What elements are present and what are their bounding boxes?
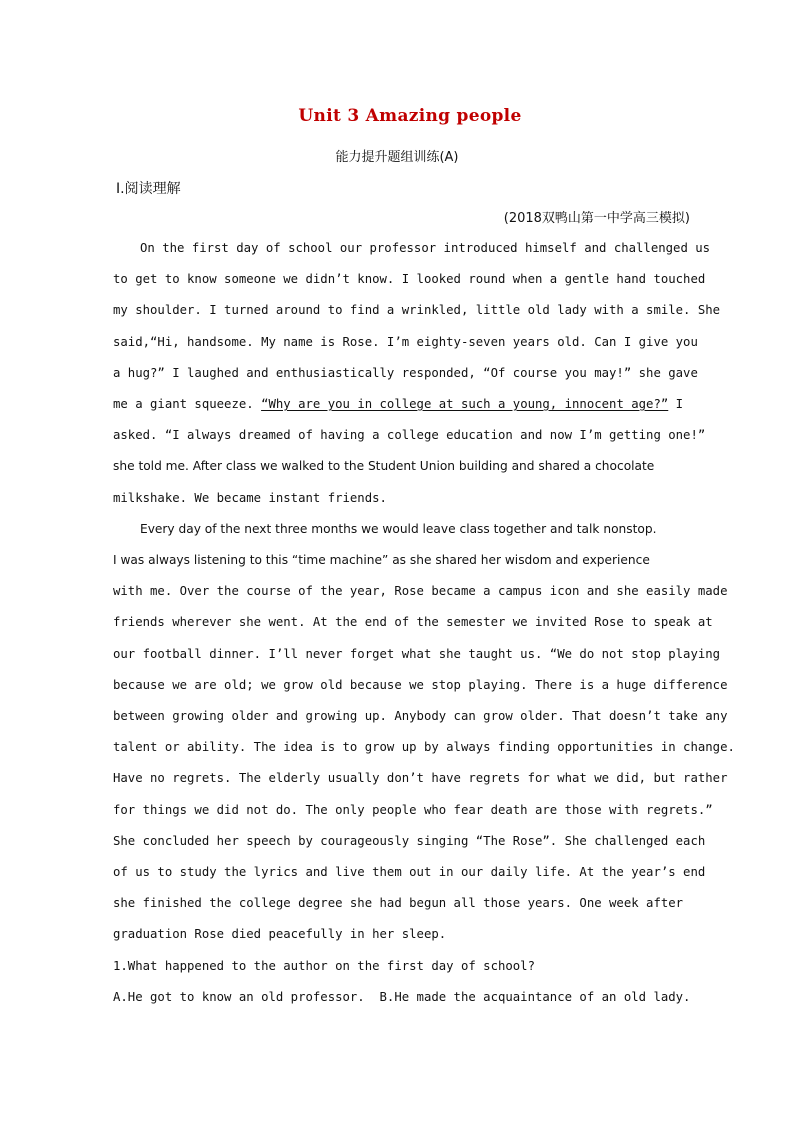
passage-line: She concluded her speech by courageously singing “The Rose”. She challenged each [113,834,706,848]
passage-line: friends wherever she went. At the end of the semester we invited Rose to speak at [113,615,713,629]
passage-line: for things we did not do. The only people who fear death are those with regrets.” [113,803,713,817]
passage-line: I was always listening to this “time machine” as she shared her wisdom and experience [113,553,650,567]
question-options: A.He got to know an old professor. B.He made the acquaintance of an old lady. [113,990,691,1004]
section-heading: Ⅰ.阅读理解 [116,181,181,197]
passage-line: Have no regrets. The elderly usually don’t have regrets for what we did, but rather [113,771,728,785]
passage-line: my shoulder. I turned around to find a wrinkled, little old lady with a smile. She [113,303,721,317]
passage-line: a hug?” I laughed and enthusiastically responded, “Of course you may!” she gave [113,366,698,380]
passage-line: talent or ability. The idea is to grow up by always finding opportunities in change. [113,740,735,754]
passage-line: of us to study the lyrics and live them out in our daily life. At the year’s end [113,865,706,879]
passage-line: with me. Over the course of the year, Rose became a campus icon and she easily made [113,584,728,598]
passage-line: said,“Hi, handsome. My name is Rose. I’m eighty-seven years old. Can I give you [113,335,698,349]
passage-text: I [668,397,684,411]
passage-line: because we are old; we grow old because we stop playing. There is a huge difference [113,678,728,692]
question-stem: 1.What happened to the author on the first day of school? [113,959,535,973]
passage-line: she told me. After class we walked to the Student Union building and shared a chocolate [113,459,655,473]
passage-line: our football dinner. I’ll never forget what she taught us. “We do not stop playing [113,647,721,661]
underlined-sentence: “Why are you in college at such a young, innocent age?” [261,397,669,411]
passage-line-underlined [113,396,683,412]
passage-line: Every day of the next three months we would leave class together and talk nonstop. [140,522,657,536]
passage-text: me a giant squeeze. [113,397,262,411]
source-note: (2018双鸭山第一中学高三模拟) [503,211,690,226]
passage-line: graduation Rose died peacefully in her sleep. [113,927,447,941]
passage-line: between growing older and growing up. Anybody can grow older. That doesn’t take any [113,709,728,723]
passage-line: milkshake. We became instant friends. [113,491,387,505]
page-title: Unit 3 Amazing people [298,106,522,126]
passage-line: to get to know someone we didn’t know. I looked round when a gentle hand touched [113,272,706,286]
passage-line: asked. “I always dreamed of having a college education and now I’m getting one!” [113,428,706,442]
passage-line: On the first day of school our professor introduced himself and challenged us [140,241,711,255]
exercise-subtitle: 能力提升题组训练(A) [335,150,459,165]
passage-line: she finished the college degree she had begun all those years. One week after [113,896,684,910]
